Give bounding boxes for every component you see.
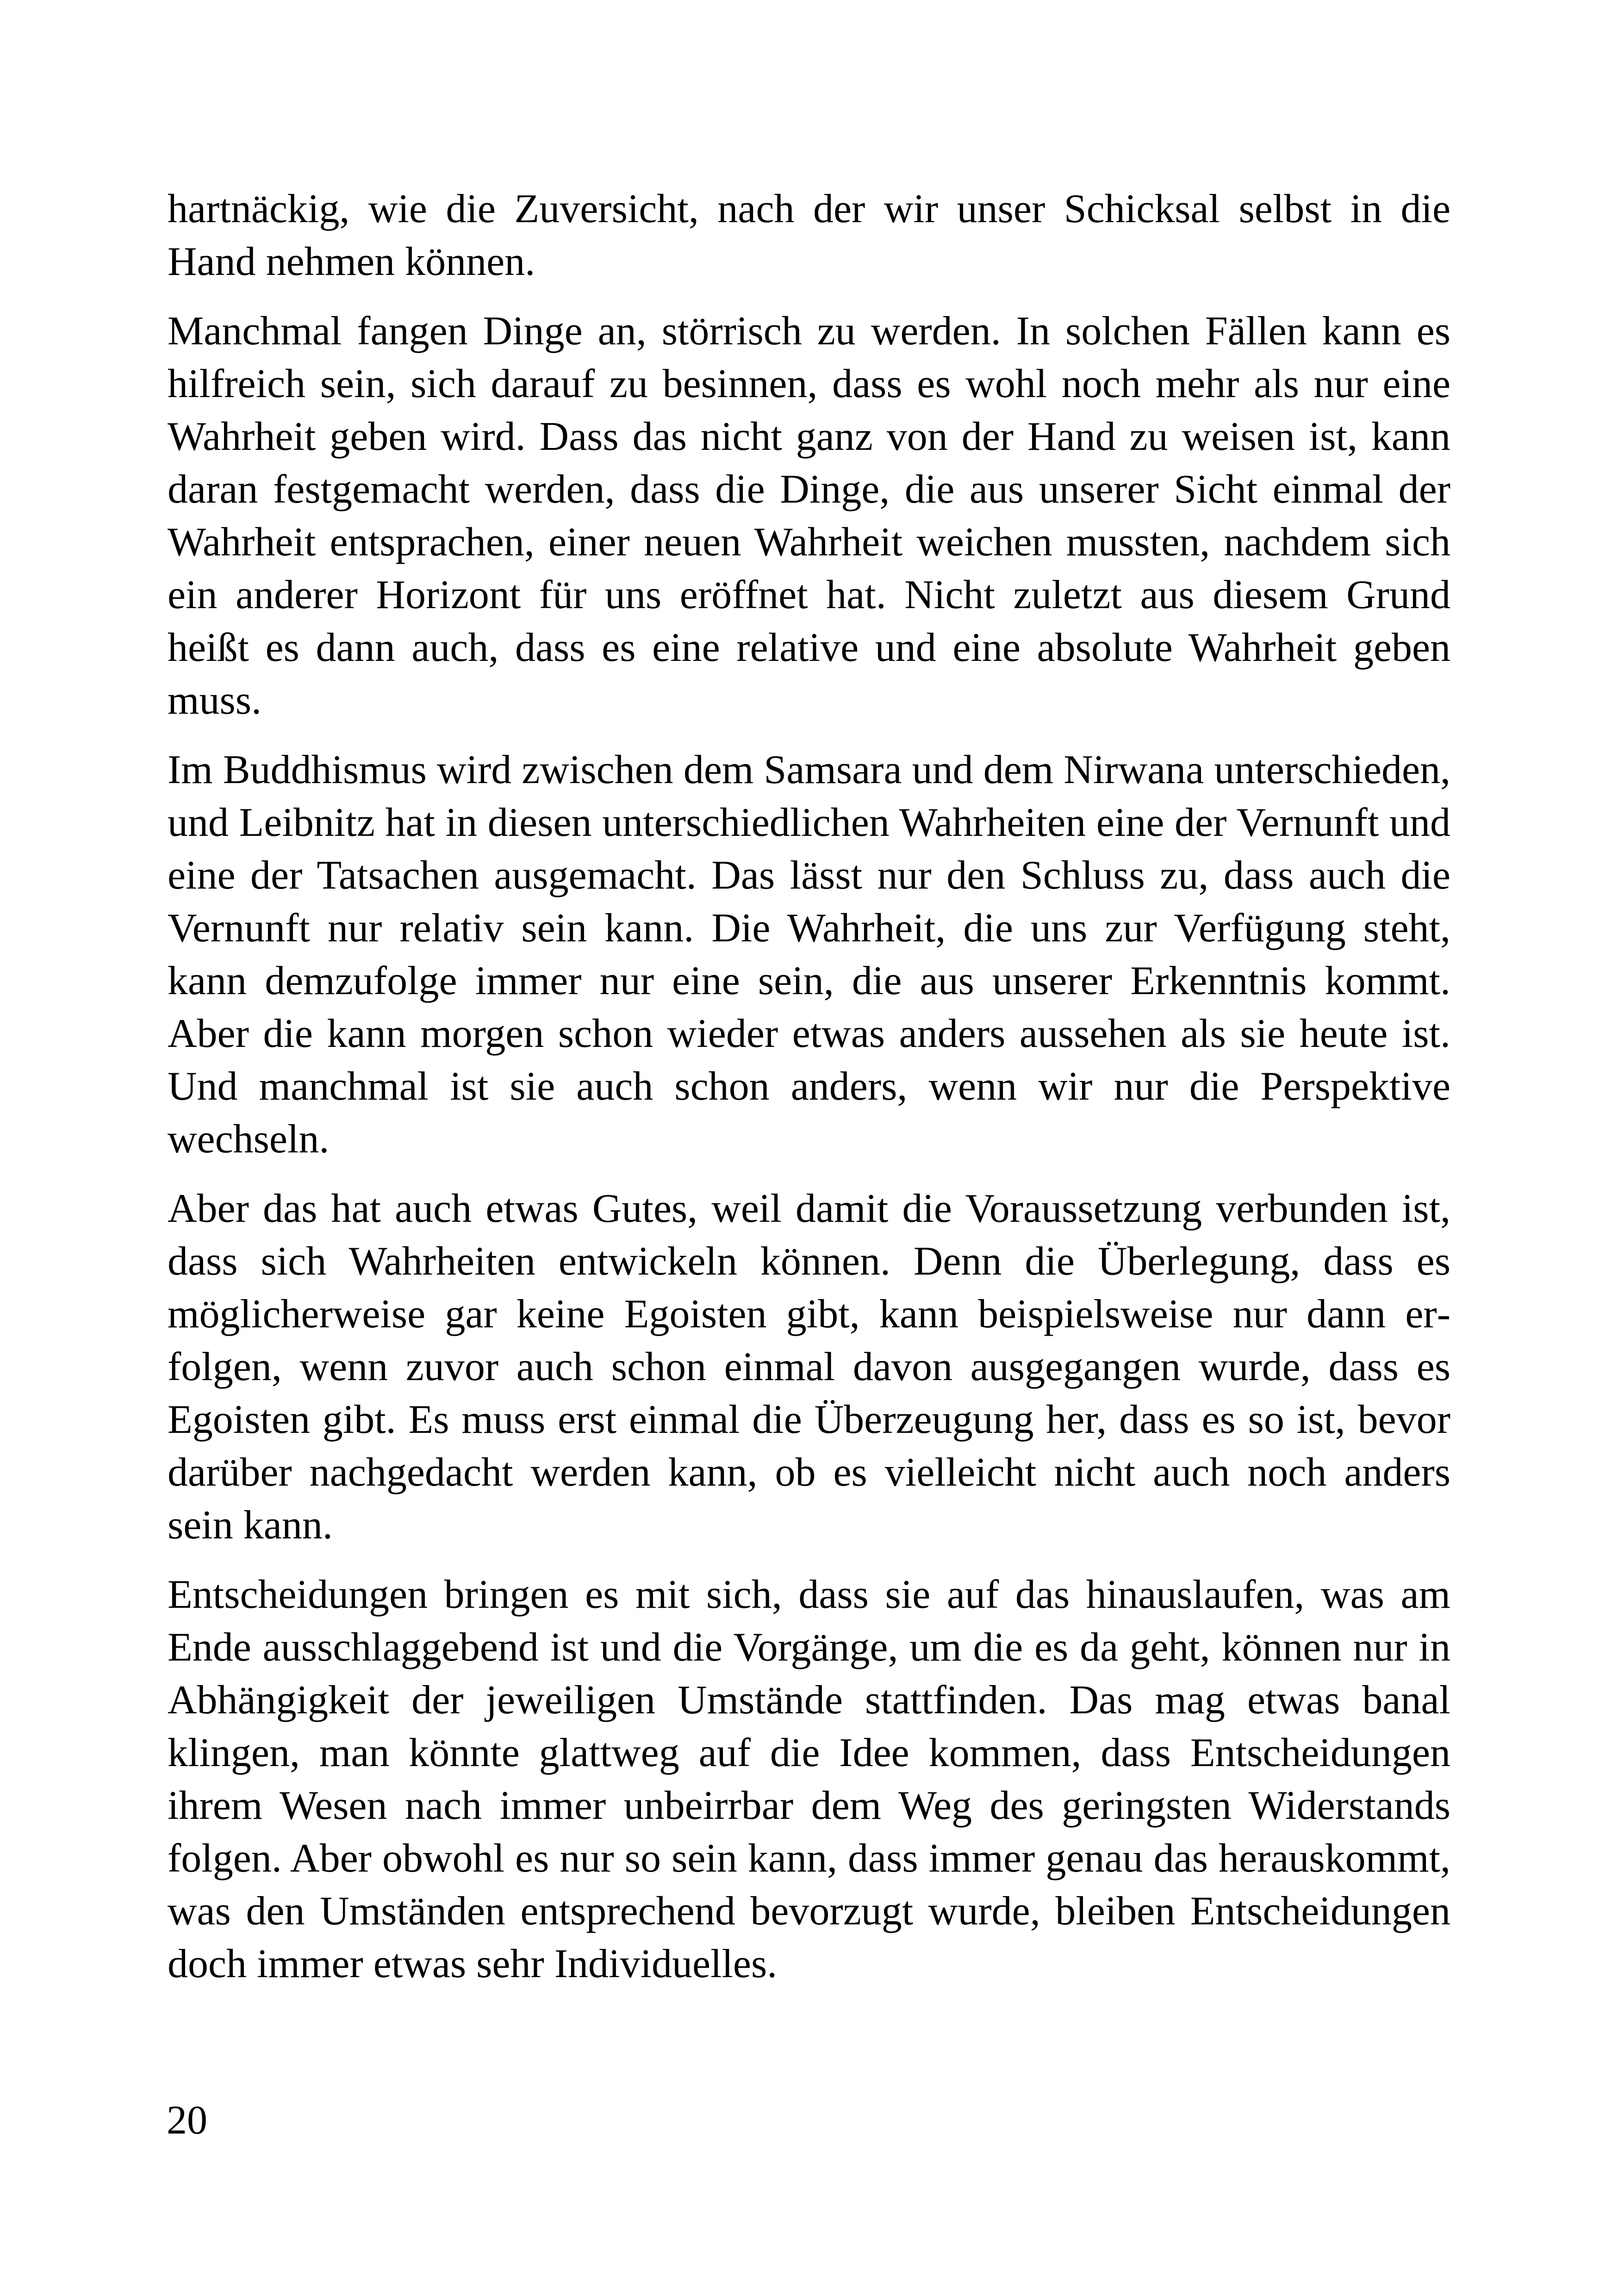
paragraph-5: Entscheidungen bringen es mit sich, dass sie auf das hinauslaufen, was am Ende ausschlaggebend ist und die Vorgänge, um die es da geht, können nur in Abhängigkeit der jeweiligen Umstände stattfinden. Das mag etwas banal klingen, man könnte glattweg auf die Idee kommen, dass Entscheidungen ihrem Wesen nach immer unbeirrbar dem Weg des geringsten Widerstands folgen. Aber obwohl es nur so sein kann, dass immer genau das herauskommt, was den Umständen entsprechend bevorzugt wurde, bleiben Entscheidungen doch immer etwas sehr Individuelles. bbox=[168, 1572, 1450, 1986]
paragraph-4: Aber das hat auch etwas Gutes, weil damit die Voraussetzung verbunden ist, dass sich Wahrheiten entwickeln können. Denn die Überlegung, dass es möglicherweise gar keine Egoisten gibt, kann beispielsweise nur dann erfolgen, wenn zuvor auch schon einmal davon ausgegangen wurde, dass es Egoisten gibt. Es muss erst einmal die Überzeugung her, dass es so ist, bevor darüber nachgedacht werden kann, ob es vielleicht nicht auch noch anders sein kann. bbox=[168, 1186, 1450, 1548]
paragraph-3: Im Buddhismus wird zwischen dem Samsara und dem Nirwana unterschieden, und Leibnitz hat in diesen unterschiedlichen Wahrheiten eine der Vernunft und eine der Tatsachen ausgemacht. Das lässt nur den Schluss zu, dass auch die Vernunft nur relativ sein kann. Die Wahrheit, die uns zur Verfügung steht, kann demzufolge immer nur eine sein, die aus unserer Erkenntnis kommt. Aber die kann morgen schon wieder etwas anders aussehen als sie heute ist. Und manchmal ist sie auch schon anders, wenn wir nur die Perspektive wechseln. bbox=[168, 747, 1450, 1162]
paragraph-2: Manchmal fangen Dinge an, störrisch zu werden. In solchen Fällen kann es hilfreich sein, sich darauf zu besinnen, dass es wohl noch mehr als nur eine Wahrheit geben wird. Dass das nicht ganz von der Hand zu weisen ist, kann daran festgemacht werden, dass die Dinge, die aus unserer Sicht einmal der Wahrheit entsprachen, einer neuen Wahrheit weichen mussten, nachdem sich ein anderer Horizont für uns eröffnet hat. Nicht zuletzt aus diesem Grund heißt es dann auch, dass es eine relative und eine absolute Wahrheit geben muss. bbox=[168, 309, 1450, 723]
page-number: 20 bbox=[167, 2098, 207, 2143]
paragraph-1: hartnäckig, wie die Zuversicht, nach der wir unser Schicksal selbst in die Hand nehmen können. bbox=[168, 187, 1450, 284]
body-text bbox=[168, 183, 1450, 2007]
